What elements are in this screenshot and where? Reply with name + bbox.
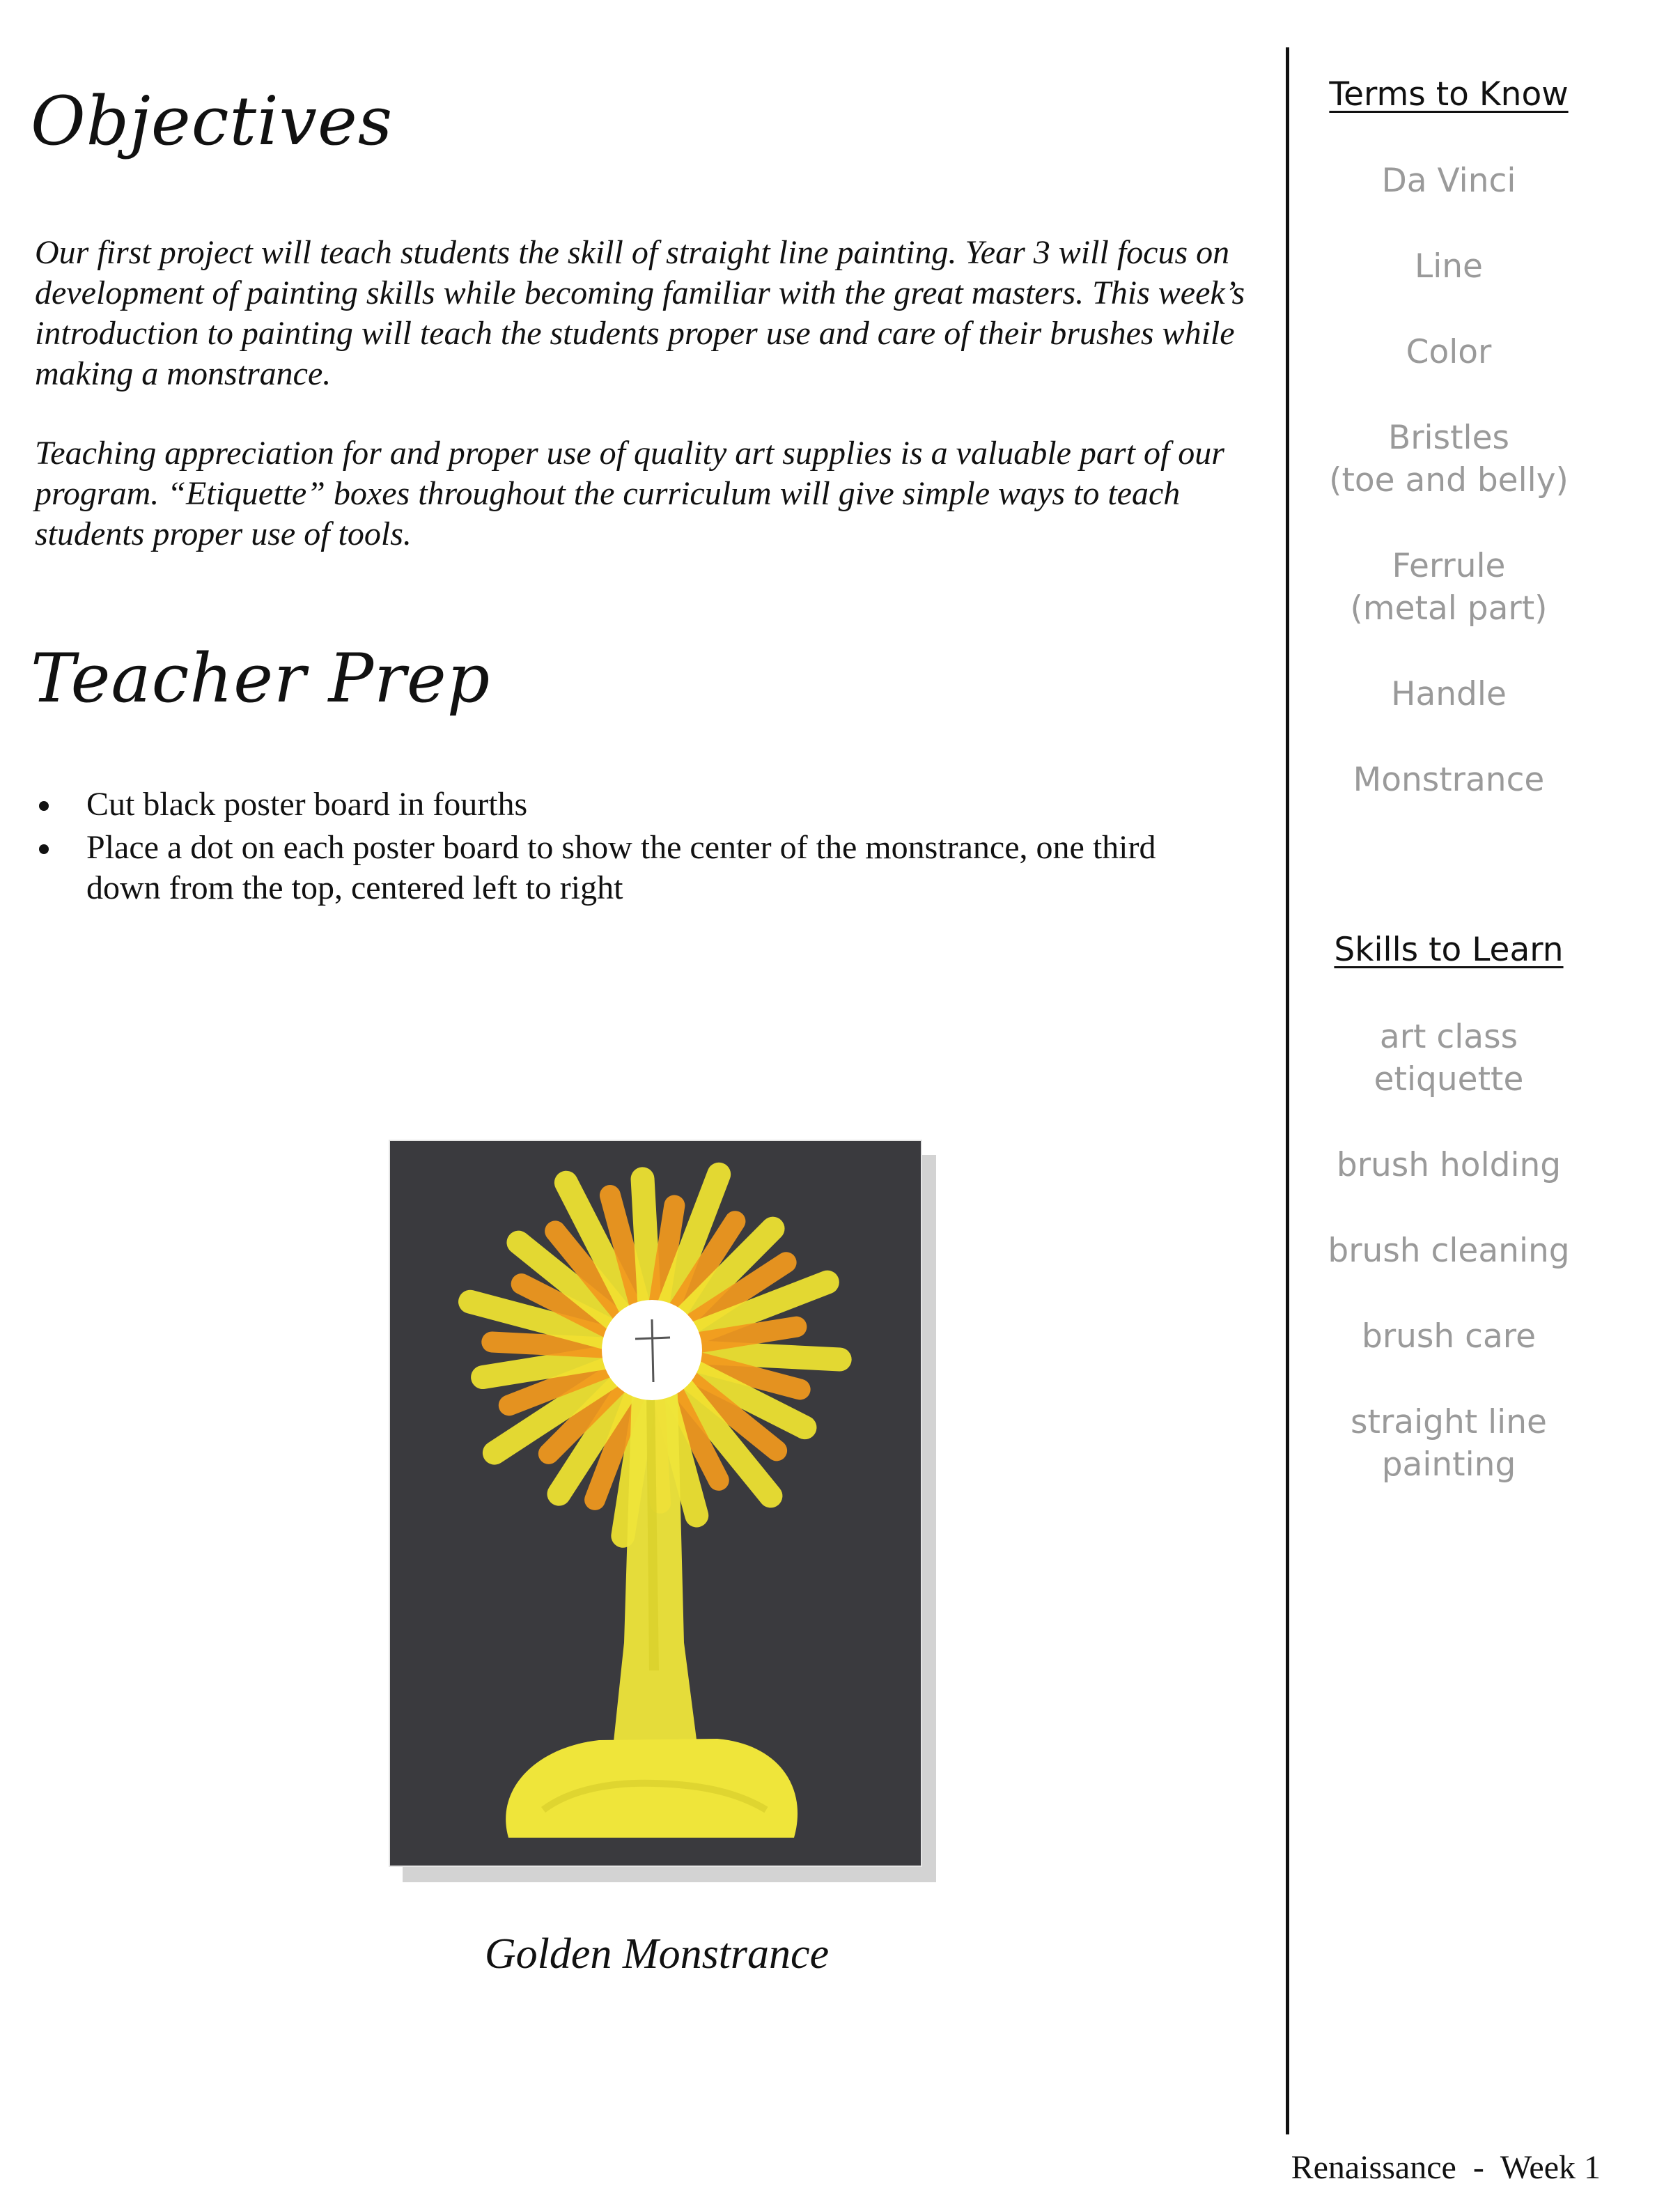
sunburst-ray <box>643 1179 650 1301</box>
term-item: Bristles (toe and belly) <box>1329 419 1569 499</box>
list-item-text: Place a dot on each poster board to show the center of the monstrance, one third down from the top, centered left to right <box>86 829 1156 906</box>
host-cross-horizontal <box>635 1338 670 1339</box>
monstrance-painting <box>390 1141 921 1866</box>
bullet-icon <box>39 801 49 811</box>
skills-to-learn-heading: Skills to Learn <box>1334 931 1564 969</box>
skill-item: brush care <box>1361 1317 1536 1356</box>
term-item: Monstrance <box>1353 761 1545 799</box>
term-item: Da Vinci <box>1381 162 1516 200</box>
objectives-heading: Objectives <box>31 82 394 160</box>
bullet-icon <box>39 844 49 854</box>
sidebar-divider <box>1286 47 1289 2134</box>
skill-item: brush holding <box>1336 1146 1562 1184</box>
term-item: Ferrule (metal part) <box>1350 547 1548 628</box>
skills-list <box>1302 1016 1595 1529</box>
term-item: Line <box>1415 247 1483 286</box>
skill-item: brush cleaning <box>1328 1232 1570 1270</box>
list-item <box>35 828 1233 908</box>
teacher-prep-heading: Teacher Prep <box>31 639 491 718</box>
host-cross-vertical <box>652 1319 653 1382</box>
term-item: Color <box>1406 333 1492 371</box>
monstrance-photo <box>389 1140 922 1867</box>
list-item <box>35 784 1233 825</box>
figure-caption: Golden Monstrance <box>484 1930 830 1978</box>
monstrance-base <box>506 1739 798 1838</box>
objectives-paragraph-2: Teaching appreciation for and proper use of quality art supplies is a valuable part of our program. “Etiquette” boxes throughout the curriculum will give simple ways to teach students proper use of tools. <box>35 435 1224 552</box>
teacher-prep-list <box>35 784 1233 911</box>
term-item: Handle <box>1391 675 1507 713</box>
terms-to-know-heading: Terms to Know <box>1329 75 1569 114</box>
footer-page-label: Renaissance - Week 1 <box>1291 2149 1601 2186</box>
skill-item: straight line painting <box>1351 1403 1547 1484</box>
objectives-paragraph-1: Our first project will teach students the skill of straight line painting. Year 3 will focus on development of painting skills while becoming familiar with the great masters. This week’s introduction to painting will teach the students proper use and care of their brushes while making a monstrance. <box>35 234 1245 392</box>
terms-list <box>1302 160 1595 844</box>
skill-item: art class etiquette <box>1374 1018 1524 1099</box>
monstrance-figure <box>389 1140 925 1868</box>
list-item-text: Cut black poster board in fourths <box>86 786 528 823</box>
